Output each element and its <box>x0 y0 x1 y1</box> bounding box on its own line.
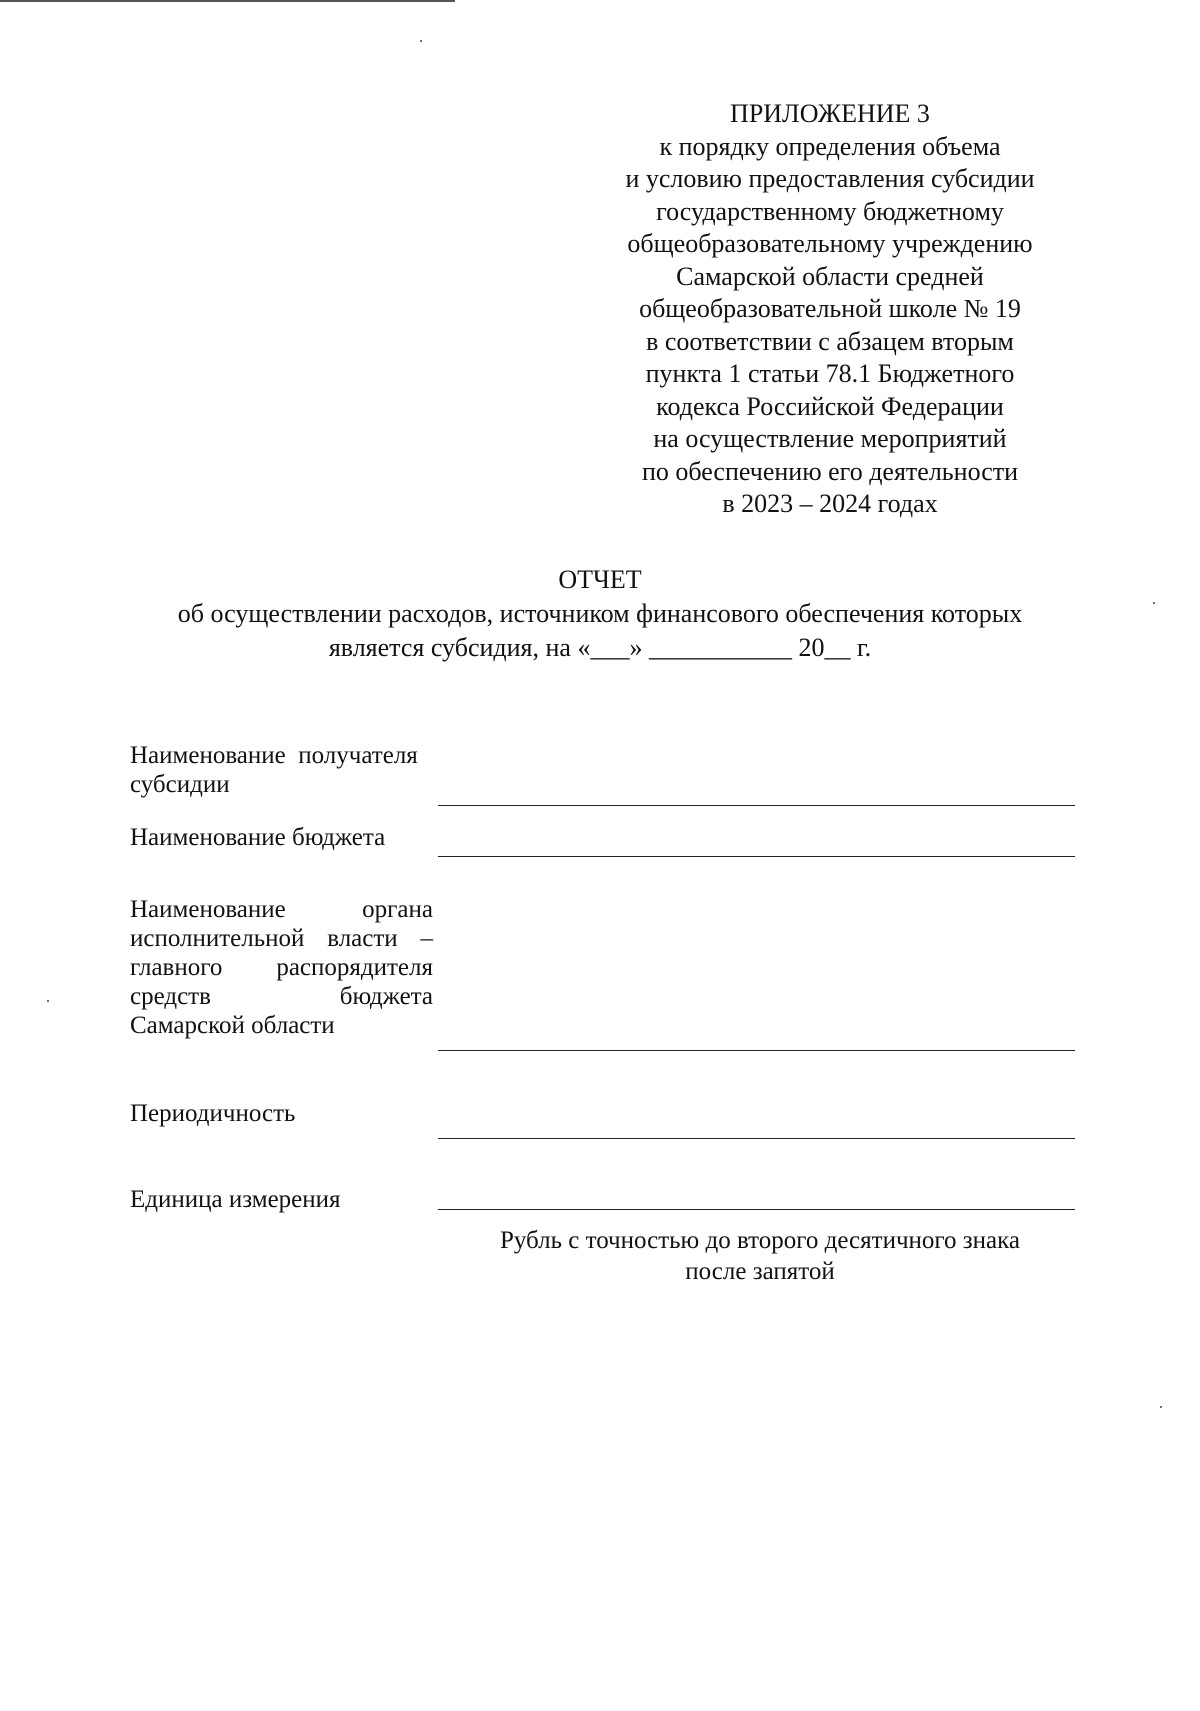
appendix-line: государственному бюджетному <box>656 196 1004 226</box>
scan-speck <box>47 1000 49 1002</box>
scan-speck <box>420 40 422 42</box>
budget-label: Наименование бюджета <box>130 824 386 851</box>
appendix-line: общеобразовательной школе № 19 <box>639 294 1021 323</box>
periodicity-field[interactable] <box>438 1138 1075 1139</box>
authority-label-line: исполнительной власти – <box>130 925 433 952</box>
appendix-title: ПРИЛОЖЕНИЕ 3 <box>730 99 930 128</box>
recipient-field[interactable] <box>438 805 1075 806</box>
authority-label-line: средств бюджета <box>130 983 433 1010</box>
authority-field[interactable] <box>438 1050 1075 1051</box>
appendix-line: в 2023 – 2024 годах <box>722 489 938 518</box>
report-subtitle <box>100 597 1100 665</box>
authority-label-line: Наименование органа <box>130 896 433 923</box>
recipient-label-line: субсидии <box>130 771 230 798</box>
appendix-line: на осуществление мероприятий <box>653 424 1007 453</box>
unit-note <box>470 1225 1050 1287</box>
appendix-line: в соответствии с абзацем вторым <box>646 326 1014 356</box>
appendix-line: Самарской области средней <box>676 261 984 291</box>
appendix-line: к порядку определения объема <box>659 131 1001 161</box>
budget-field[interactable] <box>438 856 1075 857</box>
periodicity-label: Периодичность <box>130 1100 296 1127</box>
unit-note-line: Рубль с точностью до второго десятичного знака <box>499 1227 1021 1254</box>
appendix-line: пункта 1 статьи 78.1 Бюджетного <box>645 359 1015 388</box>
scan-speck <box>1153 602 1155 604</box>
appendix-line: по обеспечению его деятельности <box>641 456 1019 486</box>
recipient-label-line: Наименование получателя <box>130 742 418 769</box>
authority-label <box>130 895 433 1040</box>
appendix-line: кодекса Российской Федерации <box>656 391 1004 421</box>
report-date-line: является субсидия, на «___» ___________ 20__ г. <box>328 633 872 662</box>
appendix-header <box>560 98 1100 521</box>
unit-label: Единица измерения <box>130 1186 341 1213</box>
report-title: ОТЧЕТ <box>558 565 642 594</box>
authority-label-line: Самарской области <box>130 1012 335 1039</box>
report-subtitle-line: об осуществлении расходов, источником финансового обеспечения которых <box>177 599 1023 628</box>
unit-note-line: после запятой <box>685 1258 835 1285</box>
unit-field[interactable] <box>438 1209 1075 1210</box>
recipient-label <box>130 741 418 799</box>
scan-speck <box>1160 1406 1162 1408</box>
authority-label-line: главного распорядителя <box>130 954 433 981</box>
appendix-line: общеобразовательному учреждению <box>627 229 1033 258</box>
scan-edge-line <box>0 0 455 2</box>
appendix-line: и условию предоставления субсидии <box>625 164 1035 193</box>
